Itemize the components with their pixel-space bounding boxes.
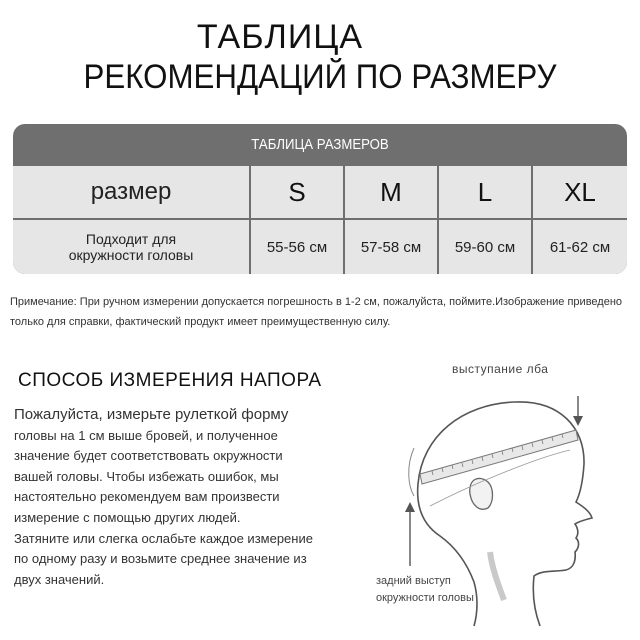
size-chart-header: ТАБЛИЦА РАЗМЕРОВ	[251, 136, 389, 153]
instruction-line: головы на 1 см выше бровей, и полученное	[14, 427, 278, 443]
fit-label-line2: окружности головы	[68, 247, 194, 263]
back-circumference-label: окружности головы	[376, 592, 474, 604]
measure-instructions	[14, 405, 354, 590]
forehead-label: выступание лба	[452, 362, 549, 376]
measuring-tape	[420, 430, 578, 484]
instruction-line: значение будет соответствовать окружности	[14, 448, 283, 464]
instruction-line: вашей головы. Чтобы избежать ошибок, мы	[14, 468, 279, 484]
back-arrow-icon	[405, 502, 415, 566]
size-label-cell: размер	[13, 166, 251, 220]
size-s-cell: S	[251, 166, 345, 220]
instruction-line: измерение с помощью других людей.	[14, 509, 241, 525]
measure-method-title: СПОСОБ ИЗМЕРЕНИЯ НАПОРА	[18, 370, 322, 391]
instruction-line: по одному разу и возьмите среднее значение из	[14, 551, 307, 567]
fit-label-cell	[13, 220, 251, 274]
fit-label-line1: Подходит для	[85, 231, 177, 247]
size-chart-table	[13, 124, 627, 274]
page-title-line1: ТАБЛИЦА	[196, 18, 364, 56]
instruction-line: Пожалуйста, измерьте рулеткой форму	[14, 406, 289, 423]
instruction-line: двух значений.	[14, 571, 105, 587]
instruction-line: настоятельно рекомендуем вам произвести	[14, 489, 280, 505]
range-l-cell: 59-60 см	[439, 220, 533, 274]
size-l-cell: L	[439, 166, 533, 220]
size-row	[13, 166, 627, 220]
page-title-line2: РЕКОМЕНДАЦИЙ ПО РАЗМЕРУ	[83, 58, 557, 96]
circumference-row	[13, 220, 627, 274]
ear-icon	[470, 478, 493, 509]
instruction-line: Затяните или слегка ослабьте каждое измерение	[14, 530, 313, 546]
neck-outline	[418, 484, 477, 626]
head-measurement-diagram	[370, 356, 640, 640]
range-m-cell: 57-58 см	[345, 220, 439, 274]
measurement-note: Примечание: При ручном измерении допускается погрешность в 1-2 см, пожалуйста, поймите.Изображение приведено только для справки, фактический продукт имеет преимущественную силу.	[10, 296, 623, 328]
range-s-cell: 55-56 см	[251, 220, 345, 274]
back-protrusion-label: задний выступ	[376, 575, 451, 587]
forehead-arrow-icon	[573, 396, 583, 426]
range-xl-cell: 61-62 см	[533, 220, 627, 274]
size-xl-cell: XL	[533, 166, 627, 220]
size-m-cell: M	[345, 166, 439, 220]
